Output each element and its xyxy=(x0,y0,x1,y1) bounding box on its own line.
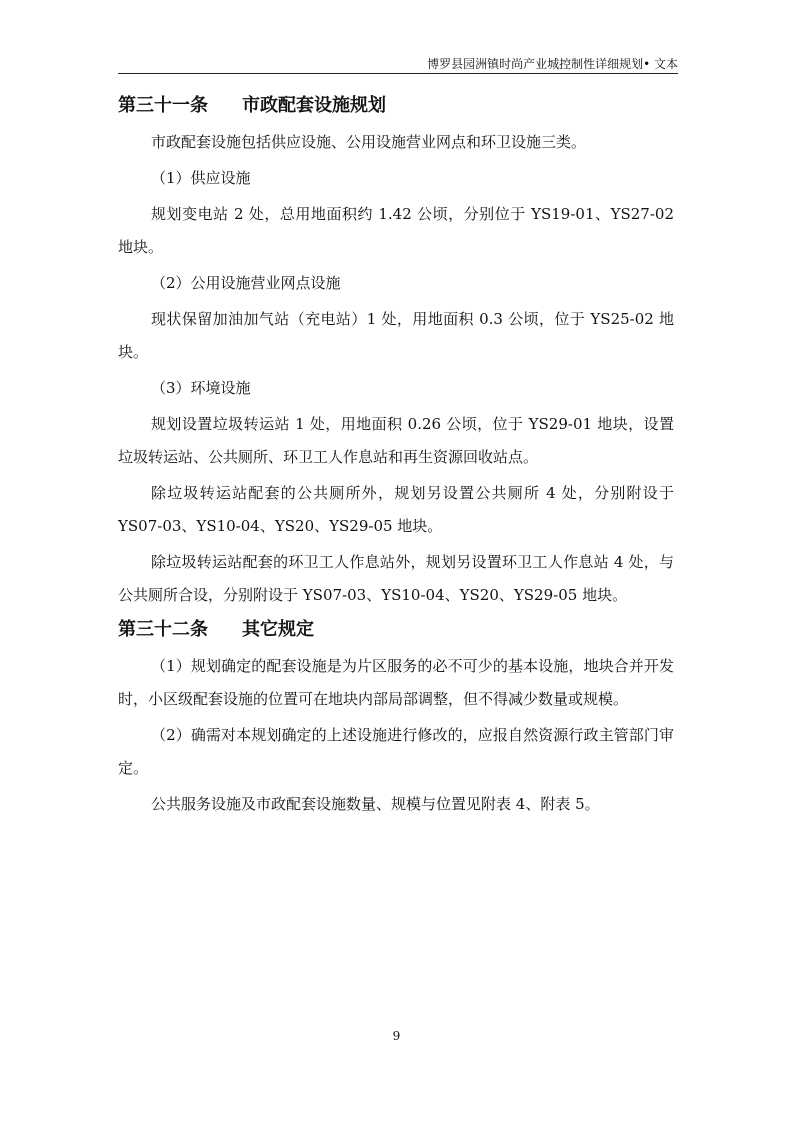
article-31-number: 第三十一条 xyxy=(118,95,208,116)
subsection-heading: （1）供应设施 xyxy=(151,169,251,187)
subsection-heading: （3）环境设施 xyxy=(151,379,251,397)
article-32-title: 其它规定 xyxy=(242,619,314,640)
paragraph: 公共服务设施及市政配套设施数量、规模与位置见附表 4、附表 5。 xyxy=(151,795,600,813)
page-number: 9 xyxy=(392,1029,401,1043)
subsection-heading: （2）公用设施营业网点设施 xyxy=(151,274,341,292)
header-rule xyxy=(118,73,678,74)
paragraph: 除垃圾转运站配套的环卫工人作息站外，规划另设置环卫工人作息站 4 处，与公共厕所合设，分别附设于 YS07-03、YS10-04、YS20、YS29-05 地块。 xyxy=(118,553,674,604)
header-title: 博罗县园洲镇时尚产业城控制性详细规划• 文本 xyxy=(427,57,678,71)
paragraph: 规划变电站 2 处，总用地面积约 1.42 公顷，分别位于 YS19-01、YS27-02 地块。 xyxy=(118,205,674,256)
article-31-heading xyxy=(118,92,674,120)
paragraph: 规划设置垃圾转运站 1 处，用地面积 0.26 公顷，位于 YS29-01 地块，设置垃圾转运站、公共厕所、环卫工人作息站和再生资源回收站点。 xyxy=(118,415,674,466)
article-32-number: 第三十二条 xyxy=(118,619,208,640)
paragraph: 市政配套设施包括供应设施、公用设施营业网点和环卫设施三类。 xyxy=(151,133,587,151)
article-31-title: 市政配套设施规划 xyxy=(242,95,386,116)
paragraph: 现状保留加油加气站（充电站）1 处，用地面积 0.3 公顷，位于 YS25-02 地块。 xyxy=(118,310,674,361)
paragraph: （2）确需对本规划确定的上述设施进行修改的，应报自然资源行政主管部门审定。 xyxy=(118,726,674,777)
document-body xyxy=(118,92,674,824)
paragraph: 除垃圾转运站配套的公共厕所外，规划另设置公共厕所 4 处，分别附设于 YS07-03、YS10-04、YS20、YS29-05 地块。 xyxy=(118,484,674,535)
paragraph: （1）规划确定的配套设施是为片区服务的必不可少的基本设施，地块合并开发时，小区级配套设施的位置可在地块内部局部调整，但不得减少数量或规模。 xyxy=(118,657,674,708)
article-32-heading xyxy=(118,616,674,644)
